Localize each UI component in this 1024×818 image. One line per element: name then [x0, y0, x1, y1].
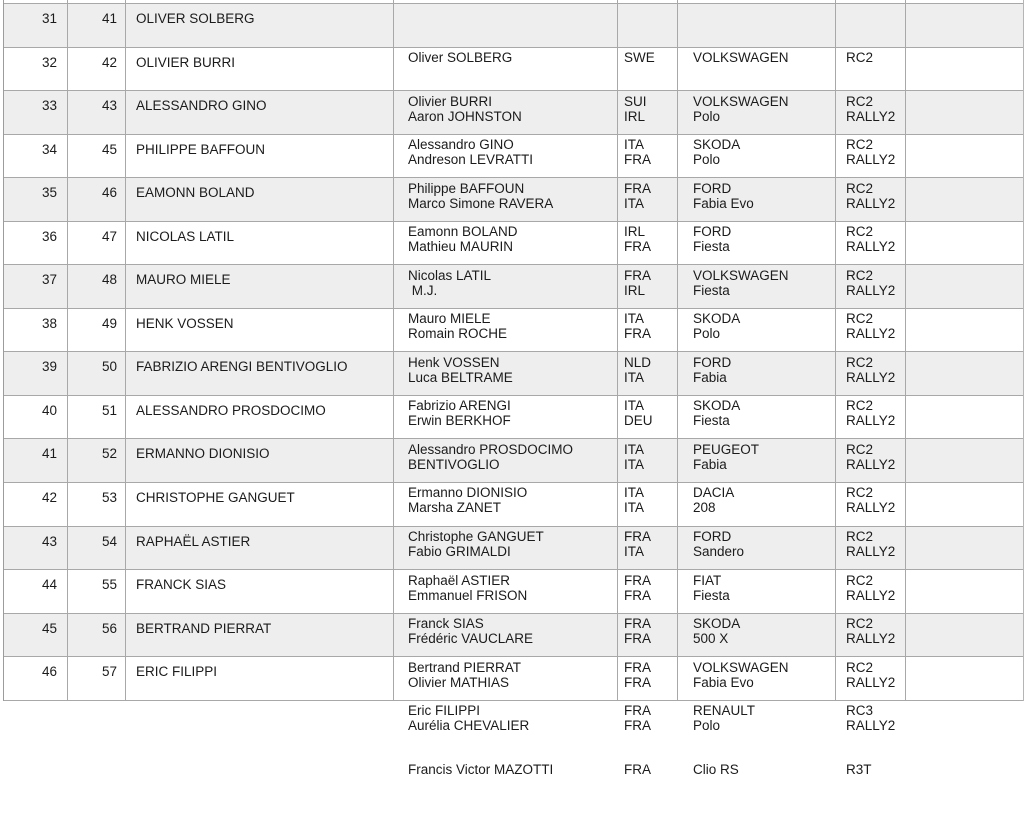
- car-model: Clio RS: [693, 761, 739, 777]
- driver-nationality: ITA: [624, 311, 644, 327]
- extra-cell: [906, 614, 1023, 657]
- car-number-cell: 43: [68, 91, 126, 134]
- entry-list-table: [3, 0, 1024, 777]
- entrant-cell: HENK VOSSEN: [126, 309, 394, 352]
- driver-nationality: FRA: [624, 703, 651, 719]
- codriver-name: Olivier MATHIAS: [408, 674, 510, 690]
- codriver-name: Francis Victor MAZOTTI: [408, 761, 554, 777]
- codriver-name: Andreson LEVRATTI: [408, 152, 534, 168]
- codriver-name: Fabio GRIMALDI: [408, 543, 511, 559]
- class-subgroup: RALLY2: [846, 587, 896, 603]
- class-cell: [836, 439, 906, 559]
- car-model: Sandero: [693, 543, 745, 559]
- position-cell: 36: [4, 222, 68, 265]
- class-cell: [836, 4, 906, 124]
- car-make: VOLKSWAGEN: [693, 659, 789, 675]
- position-cell: 35: [4, 178, 68, 221]
- class-cell: [836, 309, 906, 429]
- driver-nationality: FRA: [624, 616, 651, 632]
- driver-name: Ermanno DIONISIO: [408, 485, 528, 501]
- driver-name: Christophe GANGUET: [408, 529, 544, 545]
- class-subgroup: RALLY2: [846, 108, 896, 124]
- position-cell: 34: [4, 135, 68, 178]
- car-cell: [678, 4, 836, 124]
- car-make: SKODA: [693, 137, 741, 153]
- entrant-cell: PHILIPPE BAFFOUN: [126, 135, 394, 178]
- car-model: Fabia Evo: [693, 674, 754, 690]
- entrant-cell: FABRIZIO ARENGI BENTIVOGLIO: [126, 352, 394, 395]
- driver-name: Eric FILIPPI: [408, 703, 481, 719]
- codriver-nationality: FRA: [624, 761, 651, 777]
- codriver-name: Mathieu MAURIN: [408, 239, 514, 255]
- position-cell: 39: [4, 352, 68, 395]
- class-group: RC2: [846, 224, 874, 240]
- car-make: FORD: [693, 529, 732, 545]
- extra-cell: [906, 352, 1023, 395]
- car-model: Fiesta: [693, 239, 730, 255]
- car-make: VOLKSWAGEN: [693, 267, 789, 283]
- class-subgroup: RALLY2: [846, 674, 896, 690]
- codriver-name: Aurélia CHEVALIER: [408, 718, 530, 734]
- driver-name: Mauro MIELE: [408, 311, 491, 327]
- class-group: RC2: [846, 354, 874, 370]
- codriver-nationality: FRA: [624, 239, 651, 255]
- codriver-nationality: FRA: [624, 631, 651, 647]
- extra-cell: [906, 483, 1023, 526]
- entrant-cell: RAPHAËL ASTIER: [126, 527, 394, 570]
- class-group: RC3: [846, 703, 874, 719]
- codriver-name: Marsha ZANET: [408, 500, 502, 516]
- codriver-nationality: FRA: [624, 718, 651, 734]
- entrant-cell: CHRISTOPHE GANGUET: [126, 483, 394, 526]
- car-make: RENAULT: [693, 703, 756, 719]
- car-number-cell: 45: [68, 135, 126, 178]
- driver-nationality: ITA: [624, 441, 644, 457]
- car-number-cell: 55: [68, 570, 126, 613]
- class-group: RC2: [846, 659, 874, 675]
- entry-table-body: [4, 4, 1023, 777]
- nationality-cell: [618, 614, 678, 734]
- class-group: RC2: [846, 398, 874, 414]
- driver-name: Philippe BAFFOUN: [408, 180, 525, 196]
- car-number-cell: 52: [68, 439, 126, 482]
- class-group: RC2: [846, 180, 874, 196]
- driver-name: Nicolas LATIL: [408, 267, 492, 283]
- extra-cell: [906, 309, 1023, 352]
- class-cell: [836, 48, 906, 168]
- class-cell: [836, 396, 906, 516]
- car-make: SKODA: [693, 398, 741, 414]
- car-number-cell: 50: [68, 352, 126, 395]
- driver-name: Bertrand PIERRAT: [408, 659, 522, 675]
- class-subgroup: RALLY2: [846, 500, 896, 516]
- car-number-cell: 56: [68, 614, 126, 657]
- class-group: RC2: [846, 616, 874, 632]
- position-cell: 32: [4, 48, 68, 91]
- car-make: FIAT: [693, 572, 722, 588]
- entrant-cell: NICOLAS LATIL: [126, 222, 394, 265]
- car-make: FORD: [693, 224, 732, 240]
- class-subgroup: R3T: [846, 761, 872, 777]
- class-subgroup: RALLY2: [846, 152, 896, 168]
- car-model: Fabia Evo: [693, 195, 754, 211]
- extra-cell: [906, 570, 1023, 613]
- class-subgroup: RALLY2: [846, 195, 896, 211]
- codriver-nationality: IRL: [624, 108, 646, 124]
- class-group: RC2: [846, 311, 874, 327]
- class-subgroup: RALLY2: [846, 543, 896, 559]
- position-cell: 31: [4, 4, 68, 47]
- extra-cell: [906, 178, 1023, 221]
- car-model: Polo: [693, 108, 721, 124]
- nationality-cell: [618, 570, 678, 690]
- driver-nationality: FRA: [624, 267, 651, 283]
- codriver-nationality: ITA: [624, 195, 644, 211]
- car-model: Polo: [693, 718, 721, 734]
- car-model: Fabia: [693, 369, 727, 385]
- entrant-cell: EAMONN BOLAND: [126, 178, 394, 221]
- position-cell: 33: [4, 91, 68, 134]
- driver-nationality: ITA: [624, 398, 644, 414]
- car-number-cell: 53: [68, 483, 126, 526]
- driver-name: Franck SIAS: [408, 616, 484, 632]
- driver-name: Alessandro PROSDOCIMO: [408, 441, 574, 457]
- driver-nationality: ITA: [624, 137, 644, 153]
- driver-name: Oliver SOLBERG: [408, 50, 513, 65]
- driver-name: Fabrizio ARENGI: [408, 398, 511, 414]
- class-group: RC2: [846, 485, 874, 501]
- car-number-cell: 48: [68, 265, 126, 308]
- class-group: RC2: [846, 529, 874, 545]
- car-make: PEUGEOT: [693, 441, 760, 457]
- class-group: RC2: [846, 267, 874, 283]
- codriver-nationality: FRA: [624, 152, 651, 168]
- driver-nationality: ITA: [624, 485, 644, 501]
- codriver-name: Emmanuel FRISON: [408, 587, 528, 603]
- driver-name: Olivier BURRI: [408, 93, 493, 109]
- codriver-name: M.J.: [408, 282, 438, 298]
- codriver-name: Aaron JOHNSTON: [408, 108, 522, 124]
- codriver-name: Romain ROCHE: [408, 326, 508, 342]
- codriver-name: BENTIVOGLIO: [408, 456, 500, 472]
- position-cell: 37: [4, 265, 68, 308]
- class-subgroup: RALLY2: [846, 282, 896, 298]
- car-number-cell: 41: [68, 4, 126, 47]
- entrant-cell: BERTRAND PIERRAT: [126, 614, 394, 657]
- extra-cell: [906, 135, 1023, 178]
- codriver-nationality: DEU: [624, 413, 653, 429]
- entrant-cell: ERIC FILIPPI: [126, 657, 394, 700]
- car-model: Fiesta: [693, 282, 730, 298]
- position-cell: 41: [4, 439, 68, 482]
- driver-nationality: SUI: [624, 93, 647, 109]
- class-subgroup: RALLY2: [846, 456, 896, 472]
- codriver-nationality: FRA: [624, 587, 651, 603]
- codriver-nationality: ITA: [624, 500, 644, 516]
- class-group: RC2: [846, 572, 874, 588]
- car-model: Fiesta: [693, 587, 730, 603]
- class-cell: [836, 178, 906, 298]
- driver-nationality: FRA: [624, 659, 651, 675]
- car-make: SKODA: [693, 616, 741, 632]
- class-group: RC2: [846, 50, 874, 65]
- driver-nationality: FRA: [624, 529, 651, 545]
- class-cell: [836, 265, 906, 385]
- codriver-nationality: ITA: [624, 456, 644, 472]
- position-cell: 40: [4, 396, 68, 439]
- codriver-name: Luca BELTRAME: [408, 369, 513, 385]
- extra-cell: [906, 265, 1023, 308]
- car-make: FORD: [693, 180, 732, 196]
- class-group: RC2: [846, 93, 874, 109]
- position-cell: 45: [4, 614, 68, 657]
- class-subgroup: RALLY2: [846, 631, 896, 647]
- class-group: RC2: [846, 137, 874, 153]
- extra-cell: [906, 4, 1023, 47]
- extra-cell: [906, 48, 1023, 91]
- extra-cell: [906, 396, 1023, 439]
- car-make: VOLKSWAGEN: [693, 93, 789, 109]
- class-cell: [836, 527, 906, 647]
- codriver-name: Marco Simone RAVERA: [408, 195, 554, 211]
- extra-cell: [906, 91, 1023, 134]
- position-cell: 43: [4, 527, 68, 570]
- car-model: 208: [693, 500, 716, 516]
- car-model: Fiesta: [693, 413, 730, 429]
- class-cell: [836, 570, 906, 690]
- class-cell: [836, 135, 906, 255]
- car-model: Polo: [693, 326, 721, 342]
- class-cell: [836, 352, 906, 472]
- driver-nationality: NLD: [624, 354, 652, 370]
- nationality-cell: [618, 527, 678, 647]
- entrant-cell: OLIVIER BURRI: [126, 48, 394, 91]
- class-group: RC2: [846, 441, 874, 457]
- class-subgroup: RALLY2: [846, 239, 896, 255]
- nationality-cell: [618, 396, 678, 516]
- position-cell: 44: [4, 570, 68, 613]
- position-cell: 46: [4, 657, 68, 700]
- codriver-nationality: IRL: [624, 282, 646, 298]
- car-number-cell: 51: [68, 396, 126, 439]
- codriver-nationality: ITA: [624, 369, 644, 385]
- extra-cell: [906, 222, 1023, 265]
- entrant-cell: ALESSANDRO GINO: [126, 91, 394, 134]
- class-subgroup: RALLY2: [846, 369, 896, 385]
- entrant-cell: FRANCK SIAS: [126, 570, 394, 613]
- position-cell: 42: [4, 483, 68, 526]
- position-cell: 38: [4, 309, 68, 352]
- codriver-nationality: FRA: [624, 326, 651, 342]
- codriver-name: Erwin BERKHOF: [408, 413, 511, 429]
- car-make: FORD: [693, 354, 732, 370]
- driver-nationality: IRL: [624, 224, 646, 240]
- codriver-nationality: FRA: [624, 674, 651, 690]
- driver-nationality: FRA: [624, 180, 651, 196]
- car-number-cell: 47: [68, 222, 126, 265]
- driver-name: Eamonn BOLAND: [408, 224, 518, 240]
- car-make: VOLKSWAGEN: [693, 50, 789, 65]
- nationality-cell: [618, 657, 678, 777]
- class-subgroup: RALLY2: [846, 413, 896, 429]
- class-cell: [836, 91, 906, 211]
- codriver-name: Frédéric VAUCLARE: [408, 631, 534, 647]
- car-make: DACIA: [693, 485, 735, 501]
- entrant-cell: ALESSANDRO PROSDOCIMO: [126, 396, 394, 439]
- entrant-cell: MAURO MIELE: [126, 265, 394, 308]
- driver-name: Alessandro GINO: [408, 137, 514, 153]
- car-make: SKODA: [693, 311, 741, 327]
- extra-cell: [906, 527, 1023, 570]
- class-cell: [836, 483, 906, 603]
- car-number-cell: 49: [68, 309, 126, 352]
- car-number-cell: 54: [68, 527, 126, 570]
- extra-cell: [906, 439, 1023, 482]
- extra-cell: [906, 657, 1023, 700]
- entrant-cell: ERMANNO DIONISIO: [126, 439, 394, 482]
- driver-nationality: SWE: [624, 50, 655, 65]
- driver-name: Henk VOSSEN: [408, 354, 500, 370]
- driver-nationality: FRA: [624, 572, 651, 588]
- codriver-nationality: ITA: [624, 543, 644, 559]
- car-model: Fabia: [693, 456, 727, 472]
- entrant-cell: OLIVER SOLBERG: [126, 4, 394, 47]
- car-model: 500 X: [693, 631, 729, 647]
- class-subgroup: RALLY2: [846, 718, 896, 734]
- class-cell: [836, 222, 906, 342]
- car-number-cell: 42: [68, 48, 126, 91]
- car-number-cell: 57: [68, 657, 126, 700]
- car-number-cell: 46: [68, 178, 126, 221]
- car-model: Polo: [693, 152, 721, 168]
- driver-name: Raphaël ASTIER: [408, 572, 511, 588]
- class-subgroup: RALLY2: [846, 326, 896, 342]
